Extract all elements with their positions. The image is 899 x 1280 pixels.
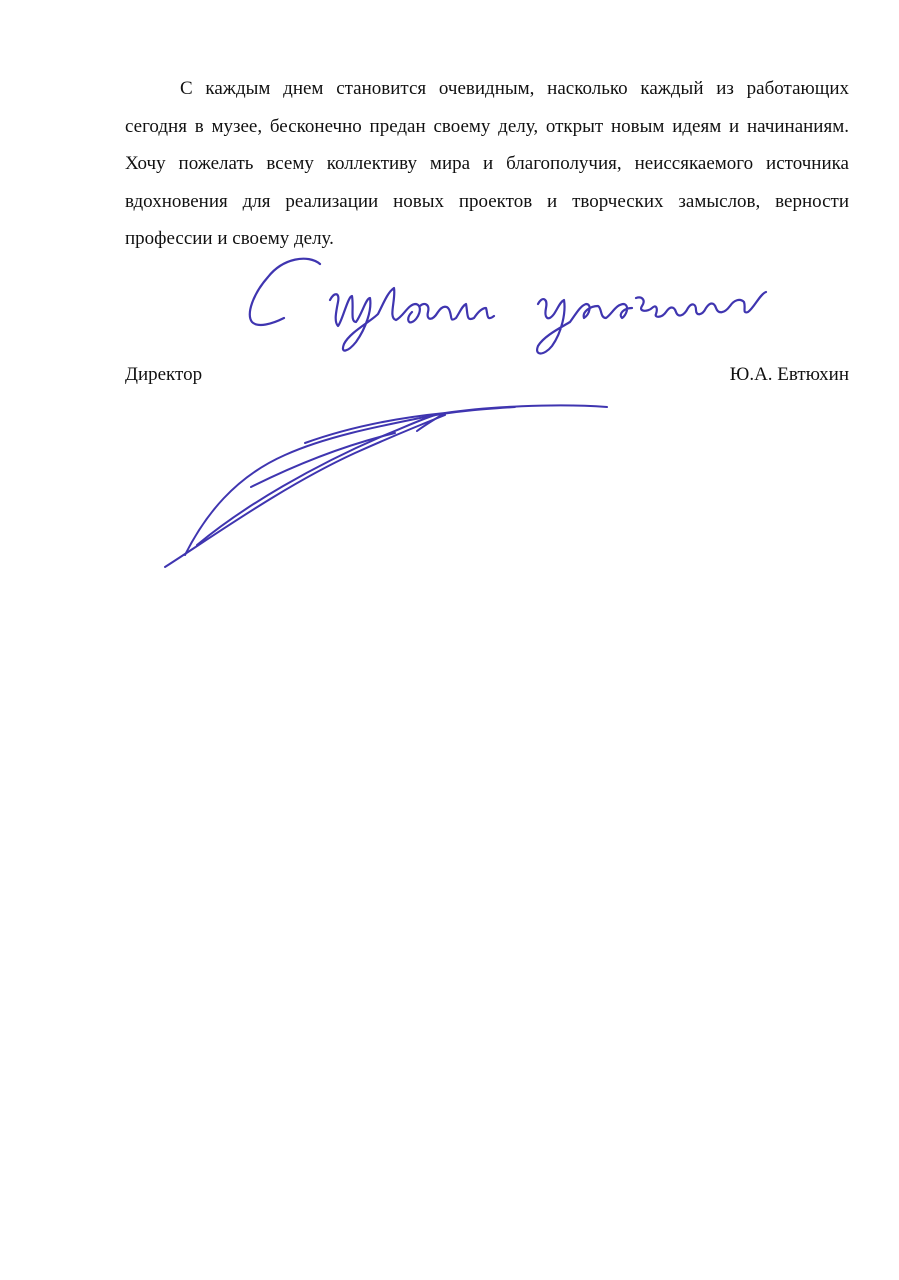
signer-name: Ю.А. Евтюхин xyxy=(729,364,849,385)
handwritten-closing xyxy=(238,252,778,362)
signer-position: Директор xyxy=(125,364,203,385)
letter-paragraph: С каждым днем становится очевидным, насколько каждый из работающих сегодня в музее, бесконечно предан своему делу, открыт новым идеям и начинаниям. Хочу пожелать всему коллективу мира и благополучия, неиссякаемого источника вдохновения для реализации новых проектов и творческих замыслов, верности профессии и своему делу. xyxy=(125,78,849,249)
handwritten-signature xyxy=(155,395,615,575)
